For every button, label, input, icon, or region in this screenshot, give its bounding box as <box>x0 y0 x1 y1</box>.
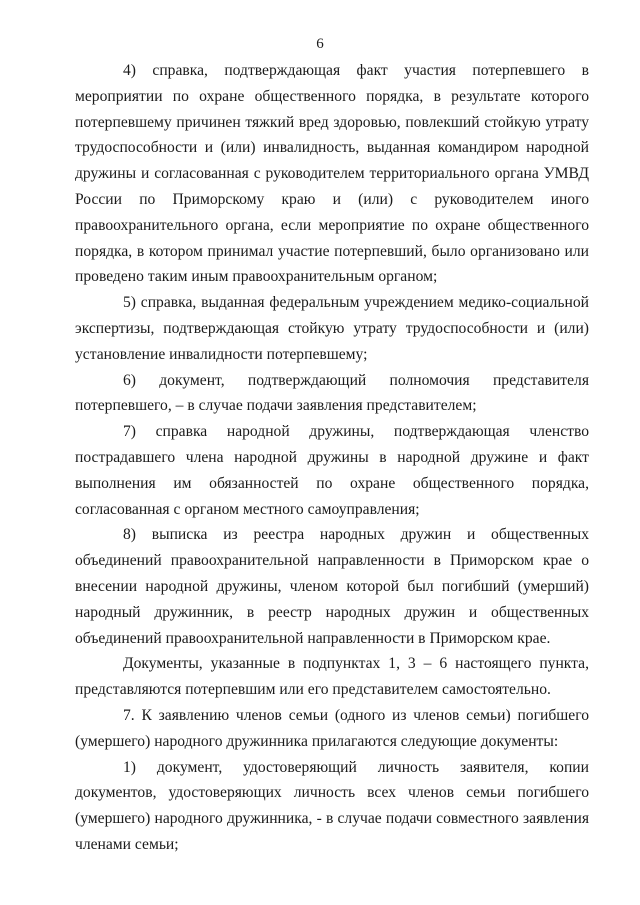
paragraph-documents-note: Документы, указанные в подпунктах 1, 3 – 6 настоящего пункта, представляются потерпевшим или его представителем самостоятельно. <box>75 655 589 699</box>
paragraph-section-7-item-1: 1) документ, удостоверяющий личность заявителя, копии документов, удостоверяющих личность всех членов семьи погибшего (умершего) народного дружинника, - в случае подачи совместного заявления членами семьи; <box>75 758 589 853</box>
paragraph-item-7: 7) справка народной дружины, подтверждающая членство пострадавшего члена народной дружины в народной дружине и факт выполнения им обязанностей по охране общественного порядка, согласованная с органом местного самоуправления; <box>75 423 589 518</box>
paragraph-item-6: 6) документ, подтверждающий полномочия представителя потерпевшего, – в случае подачи заявления представителем; <box>75 371 589 415</box>
document-body <box>75 58 589 858</box>
paragraph-section-7: 7. К заявлению членов семьи (одного из членов семьи) погибшего (умершего) народного дружинника прилагаются следующие документы: <box>75 706 589 750</box>
paragraph-item-8: 8) выписка из реестра народных дружин и общественных объединений правоохранительной направленности в Приморском крае о внесении народной дружины, членом которой был погибший (умерший) народный дружинник, в реестр народных дружин и общественных объединений правоохранительной направленности в Приморском крае. <box>75 526 589 647</box>
paragraph-item-5: 5) справка, выданная федеральным учреждением медико-социальной экспертизы, подтверждающая стойкую утрату трудоспособности и (или) установление инвалидности потерпевшему; <box>75 294 589 363</box>
page-number: 6 <box>316 36 324 52</box>
paragraph-item-4: 4) справка, подтверждающая факт участия потерпевшего в мероприятии по охране общественного порядка, в результате которого потерпевшему причинен тяжкий вред здоровью, повлекший стойкую утрату трудоспособности и (или) инвалидность, выданная командиром народной дружины и согласованная с руководителем территориального органа УМВД России по Приморскому краю и (или) с руководителем иного правоохранительного органа, если мероприятие по охране общественного порядка, в котором принимал участие потерпевший, было организовано или проведено таким иным правоохранительным органом; <box>75 62 589 286</box>
